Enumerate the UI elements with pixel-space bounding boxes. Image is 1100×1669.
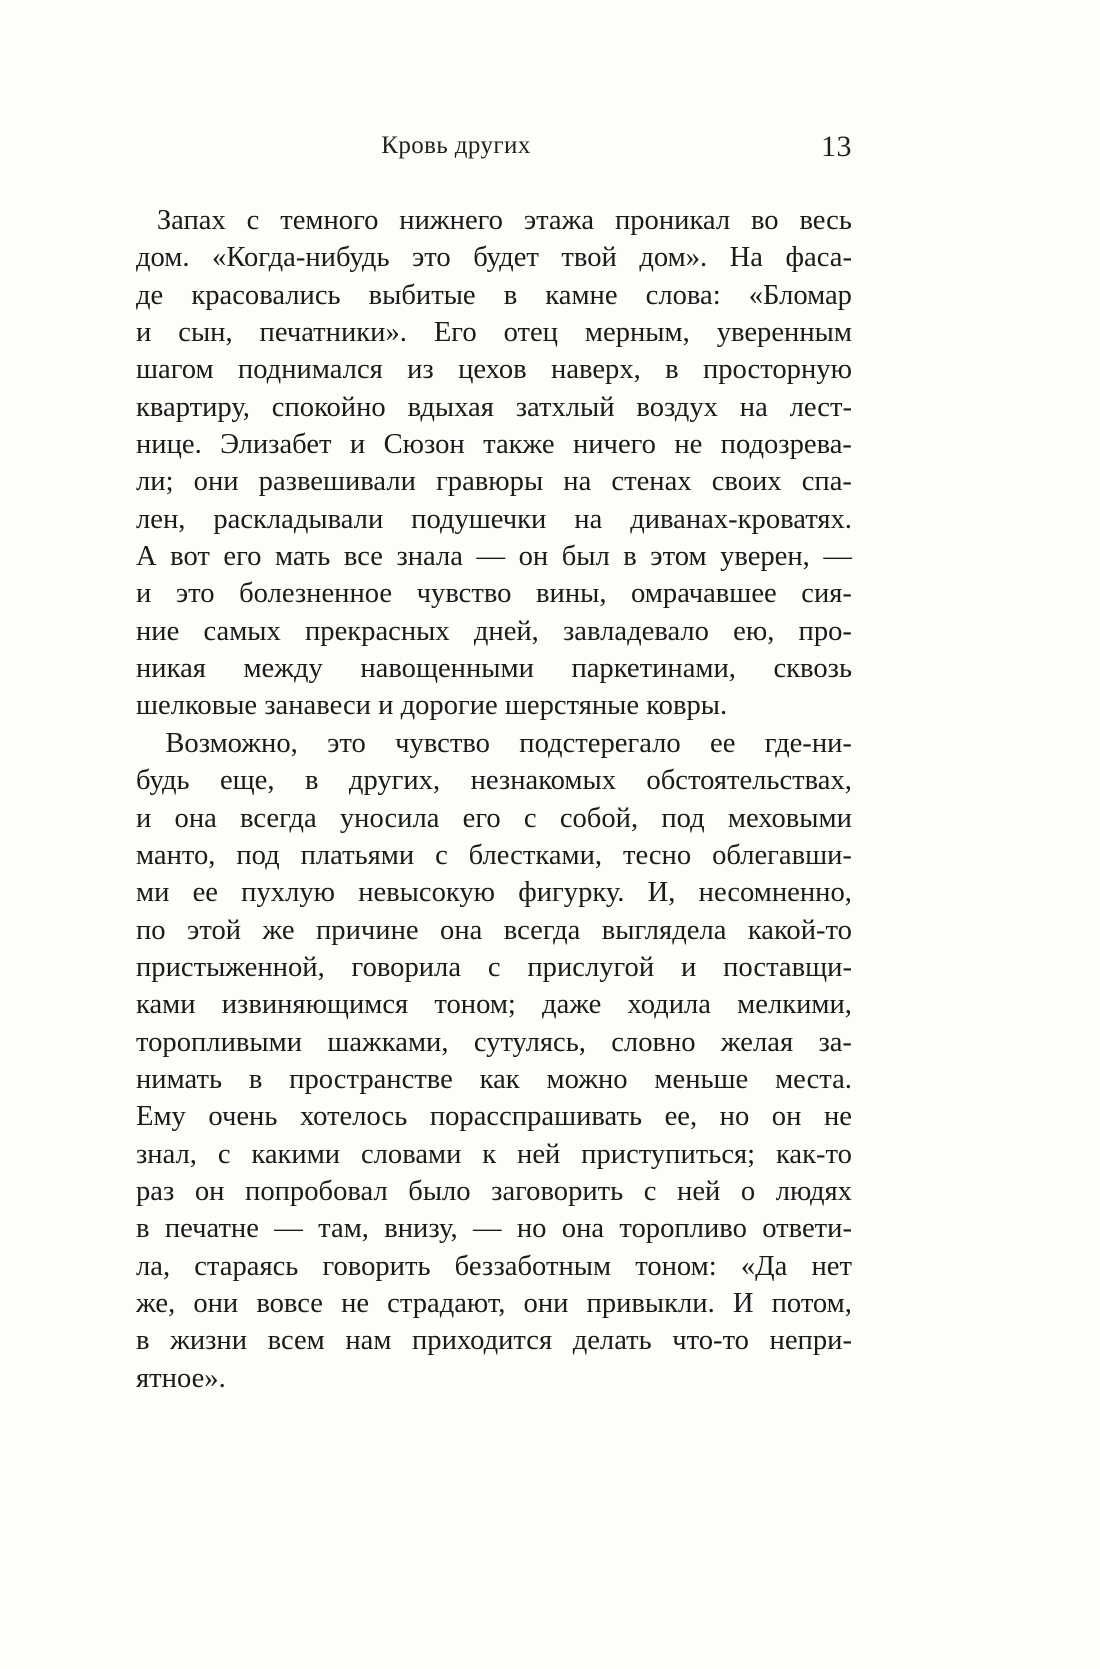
word: этой: [187, 914, 242, 946]
word: но: [516, 1213, 547, 1245]
word: на: [739, 391, 768, 423]
word: Возможно,: [165, 727, 298, 759]
word: А: [136, 541, 157, 573]
word: всегда: [240, 802, 317, 834]
word: На: [729, 242, 763, 274]
word: сын,: [178, 317, 233, 349]
word: желая: [720, 1026, 794, 1058]
word: с: [217, 1138, 231, 1170]
word: торопливо: [619, 1213, 747, 1245]
text-line: [136, 1285, 852, 1322]
word: но: [719, 1101, 750, 1133]
word: приходится: [412, 1325, 553, 1357]
word: не: [341, 1287, 370, 1319]
word: ней: [517, 1138, 561, 1170]
word: словами: [360, 1138, 462, 1170]
word: невысокую: [358, 877, 496, 909]
word: ее: [192, 877, 218, 909]
word: красовались: [191, 279, 341, 311]
word: развешивали: [258, 466, 416, 498]
text-line: [136, 314, 852, 351]
word: она: [440, 914, 483, 946]
text-line: [136, 762, 852, 799]
word: его: [462, 802, 501, 834]
word: как-то: [775, 1138, 852, 1170]
word: платьями: [300, 839, 415, 871]
word: поднимался: [237, 354, 383, 386]
word: говорила: [351, 951, 462, 983]
word: наверх,: [551, 354, 641, 386]
paragraph: [136, 725, 852, 1397]
word: вины,: [536, 578, 607, 610]
word: облегавши-: [712, 839, 852, 871]
page-number: 13: [821, 130, 852, 163]
word: непри-: [769, 1325, 852, 1357]
word: с: [435, 839, 448, 871]
word: в: [623, 541, 637, 573]
word: даже: [542, 989, 602, 1021]
word: пространстве: [289, 1063, 453, 1095]
word: квартиру,: [136, 391, 250, 423]
word: ла,: [136, 1250, 171, 1282]
word: жизни: [170, 1325, 248, 1357]
word: самых: [203, 615, 281, 647]
running-head-title: Кровь других: [381, 132, 531, 159]
word: делать: [572, 1325, 652, 1357]
body-text: [136, 202, 852, 1397]
word: заговорить: [491, 1175, 624, 1207]
word: манто,: [136, 839, 216, 871]
word: на: [574, 503, 603, 535]
word: ками: [136, 989, 196, 1021]
word: болезненное: [239, 578, 393, 610]
word: приступиться;: [581, 1138, 756, 1170]
word: людях: [775, 1175, 852, 1207]
word: нице.: [136, 429, 202, 461]
word: также: [483, 429, 555, 461]
word: будь: [136, 765, 190, 797]
word: чувство: [416, 578, 512, 610]
word: раскладывали: [213, 503, 384, 535]
text-line: [136, 538, 852, 575]
word: он: [518, 541, 549, 573]
word: ние: [136, 615, 180, 647]
text-line: шелковые занавеси и дорогие шерстяные ковры.: [136, 690, 728, 722]
word: и: [680, 951, 697, 983]
word: пристыженной,: [136, 951, 325, 983]
text-line: [136, 986, 852, 1023]
word: торопливыми: [136, 1026, 302, 1058]
text-line: [136, 277, 852, 314]
text-line: [136, 202, 852, 239]
word: говорить: [322, 1250, 431, 1282]
word: дом».: [639, 242, 708, 274]
word: извиняющимся: [221, 989, 409, 1021]
word: внизу,: [384, 1213, 458, 1245]
word: Его: [433, 317, 477, 349]
word: проникал: [614, 205, 731, 236]
word: был: [561, 541, 610, 573]
text-line: [136, 874, 852, 911]
word: знала: [396, 541, 463, 573]
text-line: [136, 613, 852, 650]
word: нижнего: [399, 205, 503, 236]
word: они: [193, 466, 239, 498]
text-line: [136, 1136, 852, 1173]
word: просторную: [702, 354, 852, 386]
word: печатники».: [259, 317, 407, 349]
word: несомненно,: [698, 877, 852, 909]
word: твой: [561, 242, 617, 274]
word: она: [174, 802, 217, 834]
word: он: [194, 1175, 225, 1207]
word: мать: [274, 541, 331, 573]
text-line: [136, 239, 852, 276]
word: прекрасных: [304, 615, 450, 647]
word: это: [412, 242, 451, 274]
word: выглядела: [601, 914, 727, 946]
word: спокойно: [271, 391, 386, 423]
word: какими: [251, 1138, 341, 1170]
word: омрачавшее: [631, 578, 777, 610]
word: всегда: [503, 914, 581, 946]
word: де: [136, 279, 164, 311]
word: они: [523, 1287, 569, 1319]
text-line: [136, 1173, 852, 1210]
word: уносила: [339, 802, 440, 834]
word: тоном;: [434, 989, 516, 1021]
word: подушечки: [411, 503, 547, 535]
word: печатне: [164, 1213, 259, 1245]
text-line: [136, 501, 852, 538]
text-line: [136, 650, 852, 687]
word: затхлый: [515, 391, 615, 423]
word: —: [823, 541, 852, 573]
word: места.: [775, 1063, 852, 1095]
word: сутулясь,: [473, 1026, 586, 1058]
word: прислугой: [527, 951, 655, 983]
word: —: [472, 1213, 502, 1245]
paragraph: [136, 202, 852, 725]
word: гравюры: [436, 466, 544, 498]
text-line: [136, 949, 852, 986]
word: попробовал: [245, 1175, 388, 1207]
word: с: [487, 951, 501, 983]
word: диванах-кроватях.: [630, 503, 852, 535]
word: этажа: [523, 205, 595, 236]
word: за-: [818, 1026, 852, 1058]
text-line: [136, 389, 852, 426]
word: это: [327, 727, 366, 759]
word: ней: [677, 1175, 721, 1207]
word: дней,: [473, 615, 539, 647]
word: «Бломар: [748, 279, 852, 311]
text-line: [136, 800, 852, 837]
word: он: [771, 1101, 802, 1133]
word: весь: [799, 205, 852, 236]
word: же,: [136, 1287, 176, 1319]
word: камне: [545, 279, 618, 311]
word: в: [665, 354, 679, 386]
word: словно: [611, 1026, 696, 1058]
word: шагом: [136, 354, 214, 386]
word: о: [740, 1175, 756, 1207]
word: будет: [473, 242, 539, 274]
word: порасспрашивать: [429, 1101, 643, 1133]
word: под: [236, 839, 280, 871]
word: —: [274, 1213, 303, 1245]
word: стенах: [611, 466, 692, 498]
word: лест-: [789, 391, 852, 423]
word: с: [523, 802, 537, 834]
word: тесно: [622, 839, 692, 871]
text-line: [136, 1322, 852, 1359]
text-line: [136, 575, 852, 612]
text-line: [136, 725, 852, 762]
word: нет: [811, 1250, 852, 1282]
word: не: [823, 1101, 852, 1133]
word: «Да: [740, 1250, 788, 1282]
text-line: [136, 1248, 852, 1285]
word: в: [248, 1063, 263, 1095]
word: какой-то: [747, 914, 852, 946]
word: отец: [503, 317, 558, 349]
word: где-ни-: [764, 727, 852, 759]
text-line: [136, 837, 852, 874]
word: страдают,: [387, 1287, 506, 1319]
word: беззаботным: [454, 1250, 612, 1282]
word: вовсе: [256, 1287, 323, 1319]
word: и: [349, 429, 366, 461]
word: спа-: [801, 466, 852, 498]
text-line: [136, 1098, 852, 1135]
text-line: [136, 1024, 852, 1061]
text-line: ятное».: [136, 1362, 226, 1394]
word: темного: [280, 205, 379, 236]
word: никая: [136, 653, 206, 685]
text-line: [136, 426, 852, 463]
word: мелкими,: [737, 989, 852, 1021]
word: ею,: [733, 615, 775, 647]
word: не: [674, 429, 703, 461]
word: лен,: [136, 503, 186, 535]
word: же: [262, 914, 295, 946]
word: хотелось: [299, 1101, 408, 1133]
word: поставщи-: [723, 951, 852, 983]
word: ее,: [664, 1101, 698, 1133]
word: во: [750, 205, 779, 236]
word: «Когда-нибудь: [212, 242, 390, 274]
word: все: [343, 541, 383, 573]
word: ми: [136, 877, 170, 909]
word: в: [136, 1213, 150, 1245]
word: меньше: [654, 1063, 749, 1095]
word: навощенными: [360, 653, 534, 685]
word: вдыхая: [407, 391, 494, 423]
word: на: [563, 466, 592, 498]
word: они: [193, 1287, 239, 1319]
word: привыкли.: [586, 1287, 715, 1319]
word: чувство: [395, 727, 490, 759]
word: ходила: [627, 989, 711, 1021]
word: потом,: [771, 1287, 852, 1319]
word: Элизабет: [220, 429, 332, 461]
word: под: [661, 802, 705, 834]
word: собой,: [559, 802, 639, 834]
word: воздух: [636, 391, 718, 423]
word: вот: [170, 541, 210, 573]
word: слова:: [645, 279, 721, 311]
word: она: [561, 1213, 605, 1245]
word: И: [732, 1287, 754, 1319]
word: и: [136, 578, 152, 610]
word: цехов: [458, 354, 527, 386]
word: фаса-: [785, 242, 852, 274]
word: по: [136, 914, 166, 946]
word: стараясь: [194, 1250, 299, 1282]
word: ответи-: [762, 1213, 852, 1245]
word: ничего: [572, 429, 656, 461]
word: паркетинами,: [571, 653, 736, 685]
word: как: [479, 1063, 520, 1095]
word: его: [223, 541, 262, 573]
word: и: [136, 802, 152, 834]
word: в: [503, 279, 518, 311]
word: очень: [208, 1101, 278, 1133]
word: Сюзон: [383, 429, 465, 461]
word: с: [246, 205, 260, 236]
word: про-: [798, 615, 852, 647]
text-line: [136, 1061, 852, 1098]
word: что-то: [672, 1325, 749, 1357]
word: сия-: [801, 578, 852, 610]
word: еще,: [219, 765, 275, 797]
word: своих: [711, 466, 782, 498]
word: уверен,: [720, 541, 810, 573]
word: с: [643, 1175, 657, 1207]
word: —: [476, 541, 506, 573]
running-head: [136, 132, 852, 172]
word: подстерегало: [519, 727, 681, 759]
word: причине: [316, 914, 419, 946]
word: нимать: [136, 1063, 222, 1095]
word: к: [482, 1138, 497, 1170]
word: раз: [136, 1175, 175, 1207]
text-line: [136, 912, 852, 949]
word: нам: [345, 1325, 392, 1357]
word: шажками,: [327, 1026, 449, 1058]
word: фигурку.: [518, 877, 625, 909]
text-line: [136, 351, 852, 388]
word: пухлую: [241, 877, 335, 909]
word: этом: [650, 541, 707, 573]
word: дом.: [136, 242, 190, 274]
word: Запах: [156, 205, 226, 236]
word: Ему: [136, 1101, 186, 1133]
text-line: [136, 463, 852, 500]
word: между: [243, 653, 323, 685]
word: завладевало: [563, 615, 709, 647]
word: тоном:: [635, 1250, 717, 1282]
word: там,: [318, 1213, 369, 1245]
word: И,: [647, 877, 676, 909]
word: всем: [267, 1325, 325, 1357]
text-line: [136, 1210, 852, 1247]
word: из: [407, 354, 434, 386]
word: ли;: [136, 466, 174, 498]
word: это: [175, 578, 215, 610]
word: в: [304, 765, 319, 797]
word: в: [136, 1325, 150, 1357]
word: незнакомых: [470, 765, 616, 797]
word: и: [136, 317, 152, 349]
word: было: [408, 1175, 471, 1207]
word: можно: [546, 1063, 628, 1095]
word: подозрева-: [720, 429, 852, 461]
word: обстоятельствах,: [646, 765, 852, 797]
word: меховыми: [727, 802, 852, 834]
word: знал,: [136, 1138, 197, 1170]
word: блестками,: [468, 839, 603, 871]
word: выбитые: [368, 279, 476, 311]
word: уверенным: [716, 317, 852, 349]
word: сквозь: [773, 653, 852, 685]
word: других,: [348, 765, 441, 797]
word: ее: [710, 727, 736, 759]
word: мерным,: [584, 317, 690, 349]
